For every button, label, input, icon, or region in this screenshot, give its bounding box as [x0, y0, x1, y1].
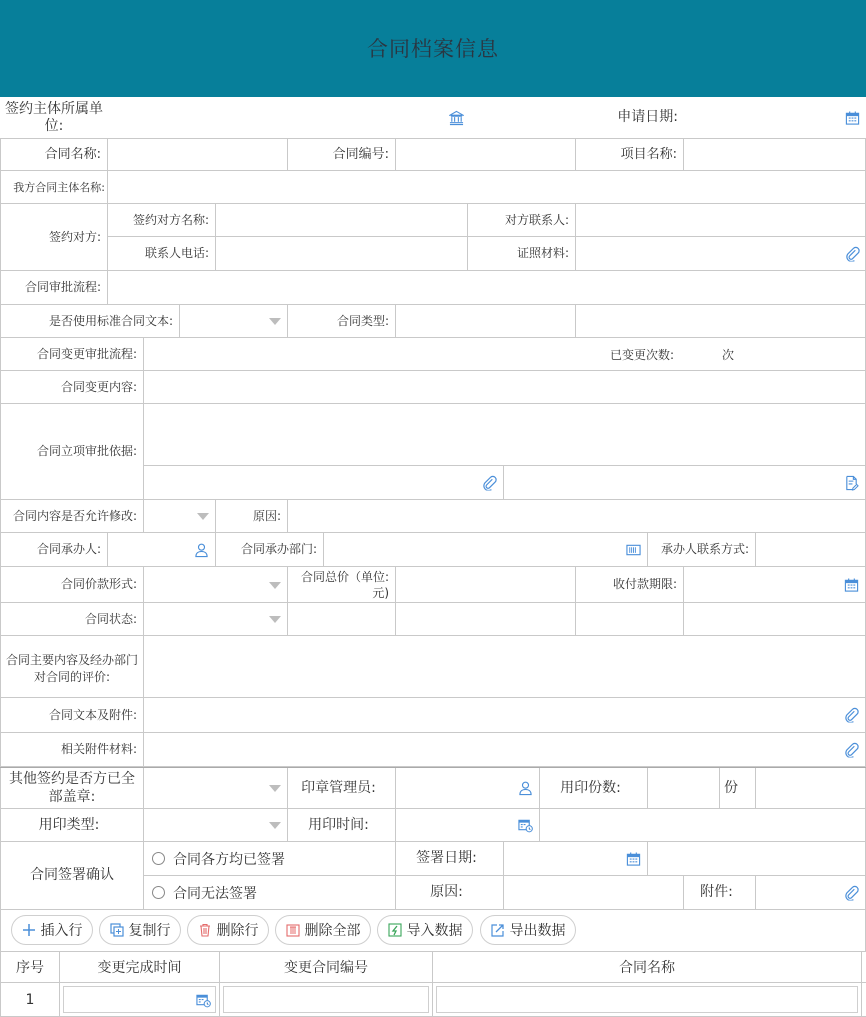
insert-row-button[interactable] — [11, 915, 93, 945]
row-approval-basis — [0, 404, 866, 500]
row-our-party — [0, 171, 866, 204]
contract-type-extra[interactable] — [576, 305, 866, 337]
user-icon[interactable] — [518, 781, 533, 796]
status-blank-2 — [396, 603, 576, 635]
sign-confirm-label: 合同签署确认 — [0, 842, 144, 909]
approval-flow-label: 合同审批流程: — [0, 271, 108, 304]
table-row — [0, 983, 866, 1017]
row-handler — [0, 533, 866, 567]
evaluation-label: 合同主要内容及经办部门对合同的评价: — [0, 636, 144, 697]
change-content-input[interactable] — [144, 371, 866, 403]
row-standard-text — [0, 305, 866, 338]
count-unit: 次 — [722, 348, 735, 362]
calendar-icon[interactable] — [626, 851, 641, 866]
seal-time-label: 用印时间: — [288, 809, 396, 841]
change-flow-input[interactable] — [144, 338, 866, 370]
calendar-clock-icon[interactable] — [518, 818, 533, 833]
delete-row-button[interactable] — [187, 915, 269, 945]
status-blank-3 — [576, 603, 684, 635]
copy-row-button[interactable] — [99, 915, 181, 945]
our-party-input[interactable] — [108, 171, 866, 203]
handler-contact-input[interactable] — [756, 533, 866, 566]
finish-time-cell — [60, 983, 220, 1016]
col-finish-time-header: 变更完成时间 — [60, 952, 220, 982]
changed-count-label: 已变更次数: — [610, 348, 675, 362]
signing-unit-label: 签约主体所属单位: — [5, 100, 103, 134]
radio-cannot-sign-label: 合同无法签署 — [173, 885, 257, 902]
row-change-content — [0, 371, 866, 404]
calendar-icon[interactable] — [845, 110, 860, 125]
chevron-down-icon — [197, 513, 209, 520]
chevron-down-icon — [269, 582, 281, 589]
contract-type-label: 合同类型: — [288, 305, 396, 337]
chevron-down-icon — [269, 785, 281, 792]
contact-phone-input[interactable] — [216, 237, 468, 270]
delete-all-button[interactable] — [275, 915, 371, 945]
text-attach-upload[interactable] — [144, 698, 866, 732]
chevron-down-icon — [269, 318, 281, 325]
org-chart-icon[interactable] — [626, 542, 641, 557]
copy-icon — [110, 923, 124, 937]
contract-name-cell — [433, 983, 862, 1016]
calendar-clock-icon[interactable] — [196, 992, 211, 1007]
total-price-label: 合同总价（单位:元) — [288, 567, 396, 602]
radio-circle-icon[interactable] — [152, 886, 165, 899]
row-signing-unit — [0, 97, 866, 138]
related-attach-upload[interactable] — [144, 733, 866, 766]
import-icon — [388, 923, 402, 937]
contract-no-label: 合同编号: — [288, 139, 396, 170]
plus-icon — [22, 923, 36, 937]
bank-icon[interactable] — [449, 110, 464, 125]
row-price — [0, 567, 866, 603]
approval-basis-label: 合同立项审批依据: — [0, 404, 144, 499]
radio-all-signed[interactable] — [144, 842, 396, 875]
approval-basis-block — [144, 404, 866, 499]
export-data-button[interactable] — [480, 915, 576, 945]
reason2-label: 原因: — [396, 876, 504, 909]
seal-time-extra[interactable] — [540, 809, 866, 841]
apply-date-field[interactable] — [684, 97, 866, 138]
seal-type-select[interactable] — [144, 809, 288, 841]
sign-confirm-block — [144, 842, 866, 909]
row-status — [0, 603, 866, 636]
counterparty-contact-input[interactable] — [576, 204, 866, 236]
import-data-button[interactable] — [377, 915, 473, 945]
delete-row-label: 删除行 — [216, 923, 259, 939]
status-label: 合同状态: — [0, 603, 144, 635]
col-contract-no-header: 变更合同编号 — [220, 952, 433, 982]
contact-phone-label: 联系人电话: — [108, 237, 216, 270]
seal-type-label: 用印类型: — [0, 809, 144, 841]
paperclip-icon[interactable] — [844, 708, 859, 723]
price-form-label: 合同价款形式: — [0, 567, 144, 602]
chevron-down-icon — [269, 822, 281, 829]
trash-all-icon — [286, 923, 300, 937]
insert-row-label: 插入行 — [40, 923, 83, 939]
copies-unit: 份 — [720, 768, 756, 808]
use-standard-text-select[interactable] — [180, 305, 288, 337]
counterparty-label: 签约对方: — [0, 204, 108, 270]
contract-name-input[interactable] — [108, 139, 288, 170]
evaluation-textarea[interactable] — [144, 636, 866, 697]
text-attach-label: 合同文本及附件: — [0, 698, 144, 732]
status-blank-1 — [288, 603, 396, 635]
status-blank-4 — [684, 603, 866, 635]
col-index-header: 序号 — [0, 952, 60, 982]
radio-cannot-sign[interactable] — [144, 876, 396, 909]
reason-input[interactable] — [288, 500, 866, 532]
credentials-upload[interactable] — [576, 237, 866, 270]
contract-no-input[interactable] — [396, 139, 576, 170]
contract-no-cell — [220, 983, 433, 1016]
row-text-attach — [0, 698, 866, 733]
copies-extra[interactable] — [756, 768, 866, 808]
handler-input[interactable] — [108, 533, 216, 566]
project-name-input[interactable] — [684, 139, 866, 170]
status-select[interactable] — [144, 603, 288, 635]
our-party-label: 我方合同主体名称: — [0, 171, 108, 203]
payment-deadline-label: 收付款期限: — [576, 567, 684, 602]
row-seal-type — [0, 809, 866, 842]
row-contract-name-input[interactable] — [436, 986, 858, 1013]
seal-admin-label: 印章管理员: — [288, 768, 396, 808]
row-contract-name — [0, 138, 866, 171]
row-approval-flow — [0, 271, 866, 305]
sign-date-input[interactable] — [504, 842, 648, 875]
related-attach-label: 相关附件材料: — [0, 733, 144, 766]
delete-all-label: 删除全部 — [304, 923, 361, 939]
seal-copies-label: 用印份数: — [540, 768, 648, 808]
approval-basis-doc[interactable] — [504, 466, 865, 499]
handler-label: 合同承办人: — [0, 533, 108, 566]
approval-basis-upload[interactable] — [144, 466, 504, 499]
project-name-label: 项目名称: — [576, 139, 684, 170]
reason-label: 原因: — [216, 500, 288, 532]
trash-icon — [198, 923, 212, 937]
handler-dept-label: 合同承办部门: — [216, 533, 324, 566]
document-edit-icon[interactable] — [844, 475, 859, 490]
sign-date-label: 签署日期: — [396, 842, 504, 875]
allow-modify-label: 合同内容是否允许修改: — [0, 500, 144, 532]
seal-time-input[interactable] — [396, 809, 540, 841]
page-title: 合同档案信息 — [367, 37, 499, 61]
paperclip-icon[interactable] — [844, 885, 859, 900]
paperclip-icon[interactable] — [844, 742, 859, 757]
price-form-select[interactable] — [144, 567, 288, 602]
seal-copies-input[interactable] — [648, 768, 720, 808]
sign-date-extra[interactable] — [648, 842, 865, 875]
all-stamped-select[interactable] — [144, 768, 288, 808]
paperclip-icon[interactable] — [845, 246, 860, 261]
approval-basis-textarea[interactable] — [144, 404, 865, 466]
finish-time-input[interactable] — [63, 986, 216, 1013]
reason2-input[interactable] — [504, 876, 684, 909]
contract-type-input[interactable] — [396, 305, 576, 337]
chevron-down-icon — [269, 616, 281, 623]
export-data-label: 导出数据 — [509, 923, 566, 939]
use-standard-text-label: 是否使用标准合同文本: — [0, 305, 180, 337]
row-counterparty — [0, 204, 866, 271]
approval-flow-input[interactable] — [108, 271, 866, 304]
counterparty-name-input[interactable] — [216, 204, 468, 236]
row-sign-confirm — [0, 842, 866, 910]
change-contract-no-input[interactable] — [223, 986, 429, 1013]
subtable-header — [0, 951, 866, 983]
change-flow-label: 合同变更审批流程: — [0, 338, 144, 370]
import-data-label: 导入数据 — [406, 923, 463, 939]
counterparty-subgrid — [108, 204, 866, 270]
attachment-upload[interactable] — [756, 876, 865, 909]
total-price-input[interactable] — [396, 567, 576, 602]
attachment-label: 附件: — [684, 876, 756, 909]
radio-all-signed-label: 合同各方均已签署 — [173, 851, 285, 868]
credentials-label: 证照材料: — [468, 237, 576, 270]
paperclip-icon[interactable] — [482, 475, 497, 490]
row-allow-modify — [0, 500, 866, 533]
row-evaluation — [0, 636, 866, 698]
calendar-icon[interactable] — [844, 577, 859, 592]
row-stamped — [0, 767, 866, 809]
col-contract-name-header: 合同名称 — [433, 952, 862, 982]
contract-name-label: 合同名称: — [0, 139, 108, 170]
handler-dept-input[interactable] — [324, 533, 648, 566]
row-change-flow — [0, 338, 866, 371]
change-content-label: 合同变更内容: — [0, 371, 144, 403]
form-header — [0, 0, 866, 97]
counterparty-contact-label: 对方联系人: — [468, 204, 576, 236]
all-stamped-label: 其他签约是否方已全部盖章: — [0, 768, 144, 808]
signing-unit-field[interactable] — [108, 97, 358, 138]
apply-date-label: 申请日期: — [617, 109, 678, 125]
row-related-attach — [0, 733, 866, 767]
copy-row-label: 复制行 — [128, 923, 171, 939]
grid-toolbar — [0, 910, 866, 952]
allow-modify-select[interactable] — [144, 500, 216, 532]
export-icon — [491, 923, 505, 937]
seal-admin-input[interactable] — [396, 768, 540, 808]
user-icon[interactable] — [194, 542, 209, 557]
payment-deadline-input[interactable] — [684, 567, 866, 602]
row-index: 1 — [0, 983, 60, 1016]
radio-circle-icon[interactable] — [152, 852, 165, 865]
counterparty-name-label: 签约对方名称: — [108, 204, 216, 236]
handler-contact-label: 承办人联系方式: — [648, 533, 756, 566]
